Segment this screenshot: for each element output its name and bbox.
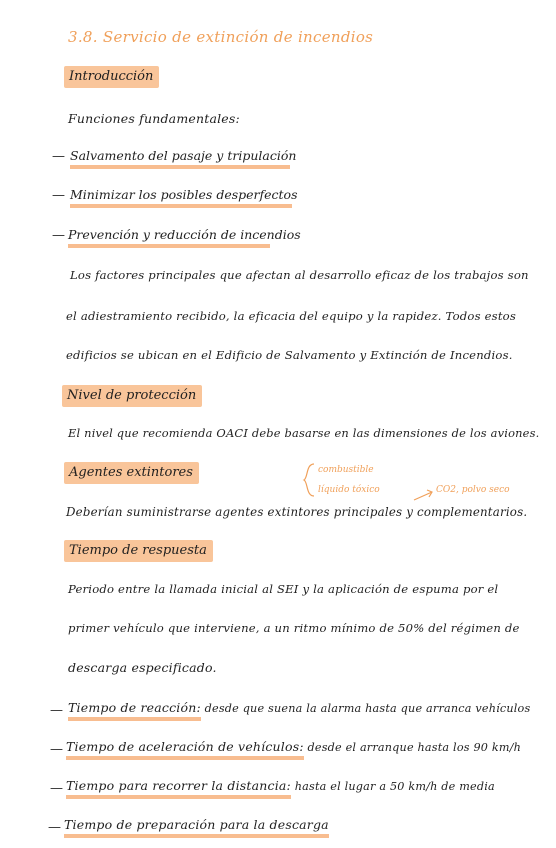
- response-item: [66, 741, 521, 760]
- annotation-brace: [300, 460, 320, 500]
- bullet-dash: —: [50, 781, 63, 796]
- agents-text: Deberían suministrarse agentes extintores principales y complementarios.: [66, 505, 528, 519]
- response-item: [68, 702, 530, 721]
- intro-paragraph-line: el adiestramiento recibido, la eficacia del equipo y la rapidez. Todos estos: [66, 309, 517, 323]
- bullet-dash: —: [52, 149, 65, 164]
- response-item-label: Tiempo para recorrer la distancia:: [66, 780, 291, 799]
- intro-paragraph-line: Los factores principales que afectan al desarrollo eficaz de los trabajos son: [70, 268, 529, 282]
- function-item: Salvamento del pasaje y tripulación: [70, 150, 290, 169]
- response-item: [66, 780, 495, 799]
- response-paragraph-line: descarga especificado.: [68, 660, 217, 675]
- function-item: Minimizar los posibles desperfectos: [70, 189, 292, 208]
- response-item-rest: hasta el lugar a 50 km/h de media: [290, 780, 495, 793]
- bullet-dash: —: [48, 820, 61, 835]
- response-item: [64, 819, 329, 838]
- heading-tiempo-respuesta: Tiempo de respuesta: [64, 540, 213, 562]
- heading-agentes-extintores: Agentes extintores: [64, 462, 199, 484]
- response-item-label: Tiempo de aceleración de vehículos:: [66, 741, 304, 760]
- note-combustible: combustible: [318, 465, 374, 475]
- note-co2-polvo: CO2, polvo seco: [436, 485, 510, 495]
- functions-label: Funciones fundamentales:: [68, 111, 240, 126]
- response-paragraph-line: primer vehículo que interviene, a un ritmo mínimo de 50% del régimen de: [68, 621, 520, 635]
- protection-text: El nivel que recomienda OACI debe basarse en las dimensiones de los aviones.: [68, 426, 540, 440]
- response-item-rest: desde que suena la alarma hasta que arranca vehículos: [200, 702, 531, 715]
- bullet-dash: —: [52, 228, 65, 243]
- note-liquido-toxico: líquido tóxico: [318, 485, 380, 495]
- bullet-dash: —: [50, 742, 63, 757]
- heading-nivel-proteccion: Nivel de protección: [62, 385, 202, 407]
- heading-introduccion: Introducción: [64, 66, 159, 88]
- response-paragraph-line: Periodo entre la llamada inicial al SEI y la aplicación de espuma por el: [68, 582, 499, 596]
- function-item: Prevención y reducción de incendios: [68, 229, 270, 248]
- response-item-rest: desde el arranque hasta los 90 km/h: [303, 741, 522, 754]
- bullet-dash: —: [50, 703, 63, 718]
- bullet-dash: —: [52, 188, 65, 203]
- response-item-label: Tiempo de reacción:: [68, 702, 201, 721]
- intro-paragraph-line: edificios se ubican en el Edificio de Salvamento y Extinción de Incendios.: [66, 348, 513, 362]
- response-item-label: Tiempo de preparación para la descarga: [64, 819, 329, 838]
- page-title: 3.8. Servicio de extinción de incendios: [68, 28, 374, 46]
